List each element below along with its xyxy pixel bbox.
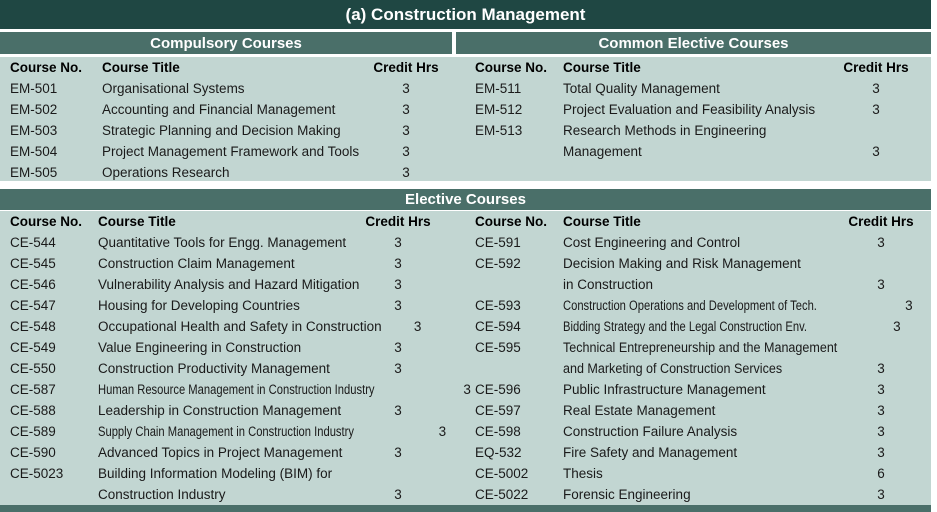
course-title-cell: Real Estate Management xyxy=(563,403,716,418)
credit-hrs-cell: 3 xyxy=(394,445,402,460)
course-no-header: Course No. xyxy=(10,60,83,75)
table-row xyxy=(468,421,931,442)
course-title-cell: Building Information Modeling (BIM) for xyxy=(98,466,333,481)
course-no-cell: CE-5002 xyxy=(475,466,529,481)
table-elective-courses-left xyxy=(0,211,471,505)
table-row xyxy=(0,442,468,463)
credit-hrs-cell: 3 xyxy=(394,298,402,313)
course-no-cell: CE-548 xyxy=(10,319,56,334)
course-no-cell: CE-591 xyxy=(475,235,521,250)
credit-hrs-cell: 3 xyxy=(394,361,402,376)
credit-hrs-header: Credit Hrs xyxy=(373,60,439,75)
table-row xyxy=(468,274,931,295)
table-row xyxy=(0,99,468,120)
course-no-cell: CE-547 xyxy=(10,298,56,313)
credit-hrs-cell: 3 xyxy=(394,340,402,355)
course-no-cell: EQ-532 xyxy=(475,445,522,460)
course-no-cell xyxy=(10,484,98,505)
table-header-row xyxy=(468,211,931,232)
course-no-cell: CE-549 xyxy=(10,340,56,355)
course-title-cell: Human Resource Management in Construction Industry xyxy=(98,382,375,397)
credit-hrs-cell xyxy=(841,253,921,274)
course-no-cell: CE-544 xyxy=(10,235,56,250)
course-title-cell: Construction Failure Analysis xyxy=(563,424,738,439)
credit-hrs-cell: 6 xyxy=(877,466,885,481)
credit-hrs-cell: 3 xyxy=(394,487,402,502)
credit-hrs-cell: 3 xyxy=(893,319,901,334)
course-no-cell xyxy=(475,358,563,379)
course-title-header: Course Title xyxy=(102,60,180,75)
credit-hrs-cell: 3 xyxy=(394,235,402,250)
course-no-cell: CE-545 xyxy=(10,256,56,271)
credit-hrs-cell: 3 xyxy=(872,81,880,96)
course-no-cell: CE-590 xyxy=(10,445,56,460)
table-row xyxy=(0,78,468,99)
credit-hrs-cell: 3 xyxy=(402,102,410,117)
course-title-cell: Occupational Health and Safety in Construction xyxy=(98,319,382,334)
course-title-cell: Construction Industry xyxy=(98,487,226,502)
section-header-common-elective: Common Elective Courses xyxy=(456,32,931,54)
course-title-cell: Construction Claim Management xyxy=(98,256,295,271)
course-title-cell: Public Infrastructure Management xyxy=(563,382,766,397)
table-common-elective-courses xyxy=(468,57,931,162)
section-header-compulsory: Compulsory Courses xyxy=(0,32,452,54)
credit-hrs-cell: 3 xyxy=(394,277,402,292)
course-title-cell: Strategic Planning and Decision Making xyxy=(102,123,341,138)
table-row xyxy=(468,358,931,379)
credit-hrs-header: Credit Hrs xyxy=(365,214,431,229)
course-title-cell: Quantitative Tools for Engg. Management xyxy=(98,235,347,250)
course-no-cell: CE-588 xyxy=(10,403,56,418)
table-row xyxy=(468,442,931,463)
table-header-row xyxy=(0,211,468,232)
course-title-cell: Thesis xyxy=(563,466,603,481)
course-title-cell: Supply Chain Management in Construction Industry xyxy=(98,424,354,439)
course-no-cell: EM-512 xyxy=(475,102,523,117)
course-no-cell: EM-511 xyxy=(475,81,522,96)
credit-hrs-cell: 3 xyxy=(402,123,410,138)
credit-hrs-cell: 3 xyxy=(402,165,410,180)
credit-hrs-cell: 3 xyxy=(877,445,885,460)
course-title-cell: Decision Making and Risk Management xyxy=(563,256,801,271)
table-row xyxy=(468,78,931,99)
course-title-cell: Research Methods in Engineering xyxy=(563,123,767,138)
table-row xyxy=(468,253,931,274)
table-row xyxy=(0,421,468,442)
course-title-cell: Bidding Strategy and the Legal Construction Env. xyxy=(563,319,807,334)
course-no-cell: EM-501 xyxy=(10,81,58,96)
credit-hrs-cell: 3 xyxy=(438,424,447,439)
course-title-cell: Project Evaluation and Feasibility Analysis xyxy=(563,102,816,117)
course-title-cell: Forensic Engineering xyxy=(563,487,691,502)
course-title-cell: Leadership in Construction Management xyxy=(98,403,342,418)
course-no-cell: CE-598 xyxy=(475,424,521,439)
table-row xyxy=(0,337,468,358)
credit-hrs-cell xyxy=(362,463,434,484)
credit-hrs-cell xyxy=(836,120,916,141)
course-title-cell: Housing for Developing Countries xyxy=(98,298,300,313)
credit-hrs-cell: 3 xyxy=(877,487,885,502)
course-no-header: Course No. xyxy=(10,214,83,229)
course-no-header: Course No. xyxy=(475,214,548,229)
table-row xyxy=(0,400,468,421)
course-no-cell: CE-589 xyxy=(10,424,56,439)
credit-hrs-header: Credit Hrs xyxy=(843,60,909,75)
credit-hrs-cell: 3 xyxy=(872,102,880,117)
table-row xyxy=(0,274,468,295)
course-no-cell: CE-5022 xyxy=(475,487,529,502)
course-title-cell: Cost Engineering and Control xyxy=(563,235,741,250)
course-title-cell: Accounting and Financial Management xyxy=(102,102,336,117)
table-row xyxy=(468,99,931,120)
course-no-cell: EM-502 xyxy=(10,102,58,117)
credit-hrs-cell: 3 xyxy=(877,277,885,292)
course-no-cell: EM-503 xyxy=(10,123,58,138)
credit-hrs-cell: 3 xyxy=(877,361,885,376)
course-title-cell: Construction Operations and Development of Tech. xyxy=(563,298,817,313)
credit-hrs-cell: 3 xyxy=(877,424,885,439)
table-compulsory-courses xyxy=(0,57,468,183)
course-title-cell: Operations Research xyxy=(102,165,230,180)
credit-hrs-cell: 3 xyxy=(877,235,885,250)
course-title-cell: Value Engineering in Construction xyxy=(98,340,302,355)
table-row xyxy=(0,120,468,141)
course-no-cell xyxy=(475,141,563,162)
table-row xyxy=(468,400,931,421)
course-title-header: Course Title xyxy=(98,214,176,229)
table-row xyxy=(0,232,468,253)
credit-hrs-cell: 3 xyxy=(877,403,885,418)
table-row xyxy=(468,232,931,253)
course-no-cell: EM-505 xyxy=(10,165,58,180)
course-title-cell: Fire Safety and Management xyxy=(563,445,738,460)
course-no-cell: CE-5023 xyxy=(10,466,64,481)
table-header-row xyxy=(468,57,931,78)
course-title-cell: Management xyxy=(563,144,642,159)
table-row xyxy=(0,316,468,337)
course-title-cell: Organisational Systems xyxy=(102,81,245,96)
course-no-cell: EM-504 xyxy=(10,144,58,159)
table-row xyxy=(468,316,931,337)
table-row xyxy=(0,358,468,379)
table-bottom-border xyxy=(0,505,931,512)
course-title-header: Course Title xyxy=(563,60,641,75)
table-row xyxy=(0,379,471,400)
course-no-cell: CE-596 xyxy=(475,382,521,397)
table-row xyxy=(0,253,468,274)
table-row xyxy=(468,463,931,484)
course-title-cell: Construction Productivity Management xyxy=(98,361,330,376)
course-title-cell: in Construction xyxy=(563,277,654,292)
section-header-elective: Elective Courses xyxy=(0,189,931,210)
course-no-cell: CE-592 xyxy=(475,256,521,271)
course-title-cell: Vulnerability Analysis and Hazard Mitigation xyxy=(98,277,360,292)
table-row xyxy=(0,295,468,316)
course-title-header: Course Title xyxy=(563,214,641,229)
course-no-cell xyxy=(475,274,563,295)
table-row xyxy=(0,162,468,183)
credit-hrs-cell: 3 xyxy=(394,256,402,271)
credit-hrs-header: Credit Hrs xyxy=(848,214,914,229)
table-row xyxy=(468,379,931,400)
credit-hrs-cell: 3 xyxy=(872,144,880,159)
table-row xyxy=(468,295,931,316)
credit-hrs-cell: 3 xyxy=(905,298,913,313)
credit-hrs-cell: 3 xyxy=(402,144,410,159)
table-row xyxy=(468,484,931,505)
credit-hrs-cell: 3 xyxy=(877,382,885,397)
table-row xyxy=(468,337,931,358)
credit-hrs-cell: 3 xyxy=(402,81,410,96)
table-row xyxy=(0,484,468,505)
course-no-cell: CE-593 xyxy=(475,298,521,313)
course-title-cell: Project Management Framework and Tools xyxy=(102,144,360,159)
credit-hrs-cell: 3 xyxy=(413,319,422,334)
credit-hrs-cell: 3 xyxy=(394,403,402,418)
course-no-cell: CE-546 xyxy=(10,277,56,292)
page-title: (a) Construction Management xyxy=(0,0,931,29)
course-no-cell: CE-594 xyxy=(475,319,521,334)
course-no-cell: CE-550 xyxy=(10,361,56,376)
course-title-cell: Total Quality Management xyxy=(563,81,720,96)
course-no-cell: CE-597 xyxy=(475,403,521,418)
course-title-cell: and Marketing of Construction Services xyxy=(563,361,783,376)
course-no-header: Course No. xyxy=(475,60,548,75)
course-title-cell: Technical Entrepreneurship and the Management xyxy=(563,340,838,355)
table-row xyxy=(468,141,931,162)
course-no-cell: CE-595 xyxy=(475,340,521,355)
course-title-cell: Advanced Topics in Project Management xyxy=(98,445,343,460)
credit-hrs-cell: 3 xyxy=(463,382,471,397)
table-row xyxy=(0,463,468,484)
table-row xyxy=(0,141,468,162)
table-header-row xyxy=(0,57,468,78)
course-no-cell: EM-513 xyxy=(475,123,523,138)
table-elective-courses-right xyxy=(468,211,931,505)
table-row xyxy=(468,120,931,141)
course-no-cell: CE-587 xyxy=(10,382,56,397)
credit-hrs-cell xyxy=(858,337,937,358)
